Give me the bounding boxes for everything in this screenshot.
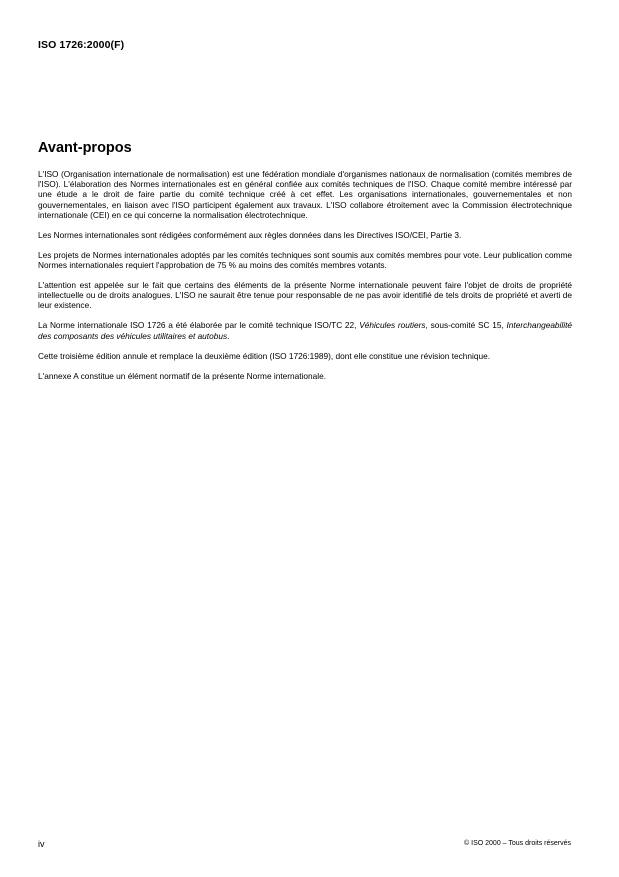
committee-text-1: La Norme internationale ISO 1726 a été élaborée par le comité technique ISO/TC 22, [38,320,360,331]
subcommittee-name: Interchangeabilité des composants des véhicules utilitaires et autobus [38,320,573,341]
paragraph-edition: Cette troisième édition annule et remplace la deuxième édition (ISO 1726:1989), dont elle constitue une révision technique. [38,350,490,361]
document-reference: ISO 1726:2000(F) [38,39,125,51]
paragraph-voting: Les projets de Normes internationales adoptés par les comités techniques sont soumis aux comités membres pour vote. Leur publication comme Normes internationales requiert l'approbation de 75 % au moins des comités membres votants. [38,249,572,271]
committee-name: Véhicules routiers [359,320,426,331]
paragraph-annex: L'annexe A constitue un élément normatif de la présente Norme internationale. [38,370,327,381]
foreword-body [38,169,572,391]
committee-text-2: , sous-comité SC 15, [425,320,507,331]
copyright-notice: © ISO 2000 – Tous droits réservés [464,840,571,847]
paragraph-patent-rights: L'attention est appelée sur le fait que certains des éléments de la présente Norme internationale peuvent faire l'objet de droits de propriété intellectuelle ou de droits analogues. L'ISO ne saurait être tenue pour responsable de ne pas avoir identifié de tels droits de propriété et averti de leur existence. [38,280,572,311]
section-title: Avant-propos [38,140,132,156]
paragraph-iso-organisation: L'ISO (Organisation internationale de normalisation) est une fédération mondiale d'organismes nationaux de normalisation (comités membres de l'ISO). L'élaboration des Normes internationales est en général confiée aux comités techniques de l'ISO. Chaque comité membre intéressé par une étude a le droit de faire partie du comité technique créé à cet effet. Les organisations internationales, gouvernementales et non gouvernementales, en liaison avec l'ISO participent également aux travaux. L'ISO collabore étroitement avec la Commission électrotechnique internationale (CEI) en ce qui concerne la normalisation électrotechnique. [38,169,572,220]
committee-text-3: . [227,330,230,341]
paragraph-committee [38,320,572,340]
page-number: iv [38,839,45,849]
paragraph-directives: Les Normes internationales sont rédigées conformément aux règles données dans les Directives ISO/CEI, Partie 3. [38,229,462,240]
